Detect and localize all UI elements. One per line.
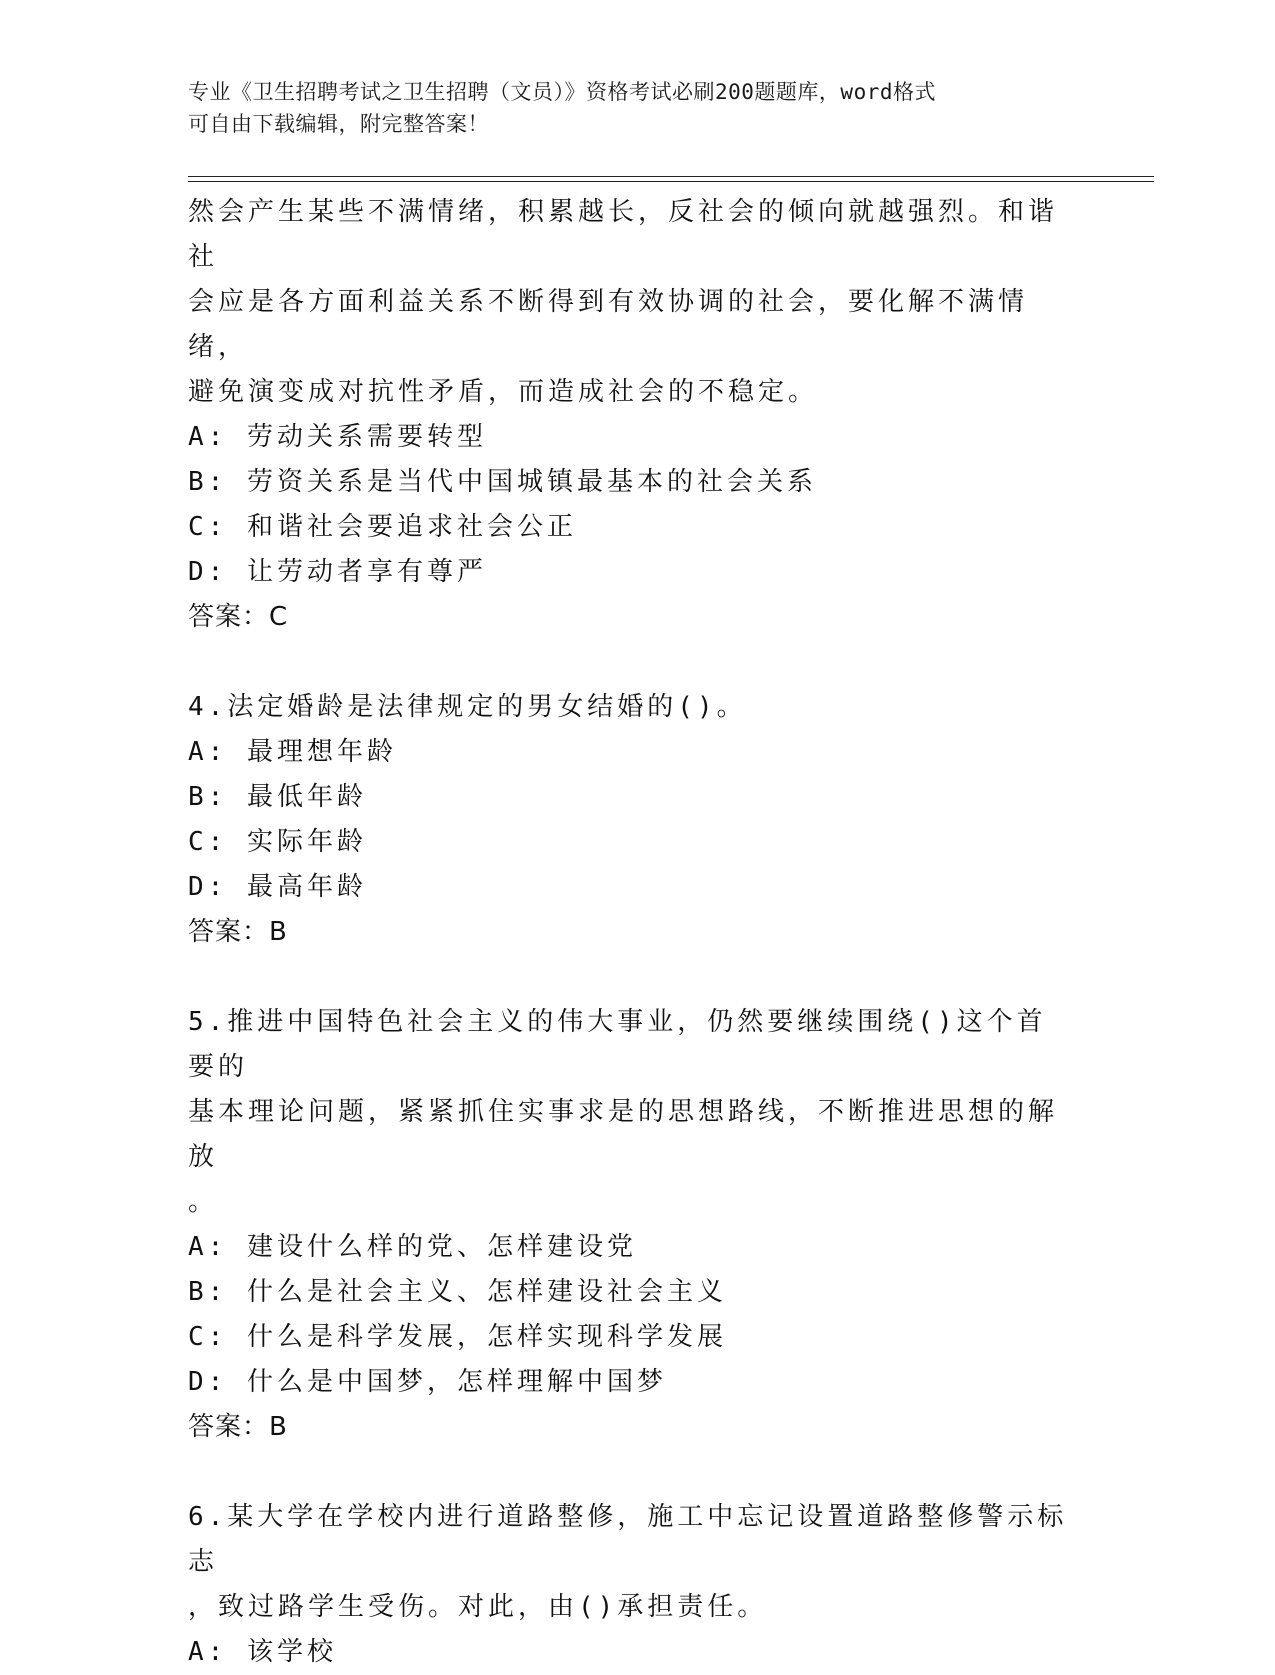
- option-a: A: 最理想年龄: [188, 737, 397, 767]
- question-stem-line: 避免演变成对抗性矛盾，而造成社会的不稳定。: [188, 377, 819, 407]
- answer-label: 答案：B: [188, 917, 288, 947]
- option-c: C: 和谐社会要追求社会公正: [188, 512, 577, 542]
- answer-label: 答案：B: [188, 1412, 288, 1442]
- header-divider-bottom: [188, 181, 1154, 182]
- option-a: A: 劳动关系需要转型: [188, 422, 487, 452]
- question-4: [188, 685, 1068, 955]
- question-stem-line: 6.某大学在学校内进行道路整修，施工中忘记设置道路整修警示标志: [188, 1502, 1068, 1577]
- option-d: D: 最高年龄: [188, 872, 367, 902]
- question-stem-line: 5.推进中国特色社会主义的伟大事业，仍然要继续围绕()这个首要的: [188, 1007, 1047, 1082]
- option-d: D: 让劳动者享有尊严: [188, 557, 487, 587]
- option-a: A: 建设什么样的党、怎样建设党: [188, 1232, 637, 1262]
- question-3: [188, 190, 1068, 640]
- option-a: A: 该学校: [188, 1637, 337, 1667]
- option-c: C: 实际年龄: [188, 827, 367, 857]
- question-5: [188, 1000, 1068, 1450]
- spacer: [188, 955, 1068, 1000]
- question-list: [188, 190, 1068, 1675]
- spacer: [188, 1450, 1068, 1495]
- document-header: [188, 76, 1068, 140]
- option-b: B: 什么是社会主义、怎样建设社会主义: [188, 1277, 727, 1307]
- header-title-line-2: 可自由下载编辑，附完整答案！: [188, 112, 489, 136]
- answer-label: 答案：C: [188, 602, 289, 632]
- question-6: [188, 1495, 1068, 1675]
- question-stem-line: 然会产生某些不满情绪，积累越长，反社会的倾向就越强烈。和谐社: [188, 197, 1059, 272]
- option-b: B: 劳资关系是当代中国城镇最基本的社会关系: [188, 467, 817, 497]
- option-d: D: 什么是中国梦，怎样理解中国梦: [188, 1367, 667, 1397]
- question-stem-line: 4.法定婚龄是法律规定的男女结婚的()。: [188, 692, 747, 722]
- header-divider-top: [188, 176, 1154, 177]
- option-b: B: 最低年龄: [188, 782, 367, 812]
- question-stem-line: ，致过路学生受伤。对此，由()承担责任。: [188, 1592, 768, 1622]
- option-c: C: 什么是科学发展，怎样实现科学发展: [188, 1322, 727, 1352]
- question-stem-line: 会应是各方面利益关系不断得到有效协调的社会，要化解不满情绪，: [188, 287, 1029, 362]
- spacer: [188, 640, 1068, 685]
- header-title-line-1: 专业《卫生招聘考试之卫生招聘（文员）》资格考试必刷200题题库，word格式: [188, 80, 936, 104]
- question-stem-line: 基本理论问题，紧紧抓住实事求是的思想路线，不断推进思想的解放: [188, 1097, 1059, 1172]
- question-stem-line: 。: [188, 1187, 219, 1217]
